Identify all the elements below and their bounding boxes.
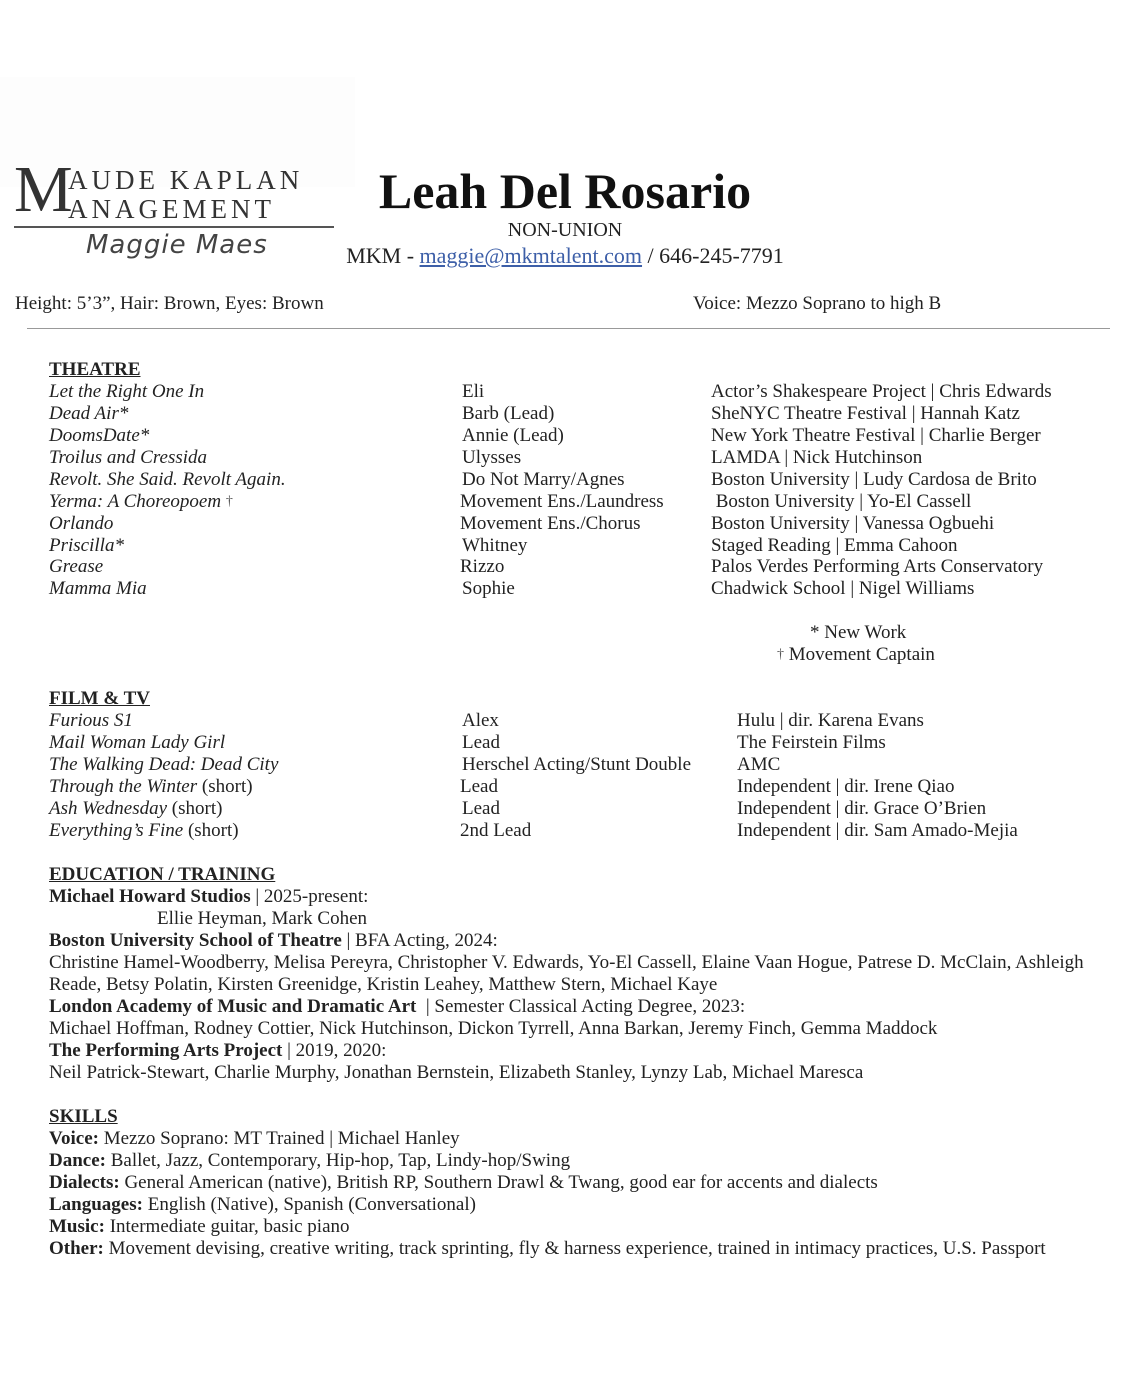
skill-label: Dance: [49, 1150, 106, 1171]
credit-company: Boston University | Vanessa Ogbuehi [711, 513, 995, 534]
logo-monogram: M [14, 153, 71, 226]
credit-role: Eli [462, 381, 485, 402]
film-credit-title [49, 776, 253, 798]
voice-range: Voice: Mezzo Soprano to high B [693, 293, 942, 314]
credit-title: Orlando [49, 513, 114, 534]
credit-role: Rizzo [460, 556, 505, 577]
credit-title: Revolt. She Said. Revolt Again. [49, 469, 286, 490]
film-credit-company: The Feirstein Films [737, 732, 886, 753]
email-link[interactable]: maggie@mkmtalent.com [419, 243, 643, 268]
credit-company: LAMDA | Nick Hutchinson [711, 447, 923, 468]
contact-phone: / 646-245-7791 [642, 243, 784, 268]
logo-line-1: AUDE KAPLAN [68, 165, 304, 195]
skill-label: Other: [49, 1238, 104, 1259]
school-teachers: Michael Hoffman, Rodney Cottier, Nick Hutchinson, Dickon Tyrrell, Anna Barkan, Jeremy Finch, Gemma Maddock [49, 1018, 938, 1039]
skill-line [49, 1172, 878, 1194]
film-tv-heading: FILM & TV [49, 688, 150, 709]
school-teachers: Neil Patrick-Stewart, Charlie Murphy, Jonathan Bernstein, Elizabeth Stanley, Lynzy Lab, Michael Maresca [49, 1062, 864, 1083]
school-detail: | 2025-present: [250, 886, 369, 907]
film-credit-company: Hulu | dir. Karena Evans [737, 710, 924, 731]
skill-value: Ballet, Jazz, Contemporary, Hip-hop, Tap, Lindy-hop/Swing [105, 1150, 571, 1171]
film-credit-title [49, 732, 225, 754]
film-title: The Walking Dead: Dead City [49, 754, 279, 775]
credit-role: Ulysses [462, 447, 522, 468]
movement-captain-note [777, 644, 935, 666]
skill-line [49, 1150, 570, 1172]
education-heading: EDUCATION / TRAINING [49, 864, 276, 885]
credit-role: Do Not Marry/Agnes [462, 469, 625, 490]
film-credit-company: Independent | dir. Irene Qiao [737, 776, 955, 797]
film-title: Furious S1 [49, 710, 133, 731]
credit-company: Chadwick School | Nigel Williams [711, 578, 975, 599]
school-name: London Academy of Music and Dramatic Art [49, 996, 417, 1017]
credit-company: Boston University | Ludy Cardosa de Brito [711, 469, 1037, 490]
dagger-mark: † [777, 647, 784, 662]
credit-title-wrap [49, 491, 233, 513]
skill-label: Music: [49, 1216, 105, 1237]
school-detail: | 2019, 2020: [282, 1040, 387, 1061]
credit-role: Whitney [462, 535, 528, 556]
film-title: Ash Wednesday [49, 798, 168, 819]
film-title-suffix: (short) [183, 820, 239, 841]
skill-label: Languages: [49, 1194, 143, 1215]
school-line [49, 886, 368, 908]
film-credit-role: Alex [462, 710, 499, 731]
film-credit-company: Independent | dir. Grace O’Brien [737, 798, 987, 819]
film-credit-title [49, 754, 278, 776]
skill-line [49, 1194, 476, 1216]
credit-title: Grease [49, 556, 104, 577]
skills-heading: SKILLS [49, 1106, 118, 1127]
film-credit-role: Lead [462, 732, 500, 753]
skill-line [49, 1216, 350, 1238]
school-teachers: Christine Hamel-Woodberry, Melisa Pereyra, Christopher V. Edwards, Yo-El Cassell, Elaine Vaan Hogue, Patrese D. McClain, Ashleigh [49, 952, 1084, 973]
skill-label: Voice: [49, 1128, 99, 1149]
skill-value: General American (native), British RP, Southern Drawl & Twang, good ear for accents and dialects [119, 1172, 878, 1193]
logo-agent-name: Maggie Maes [86, 230, 268, 260]
film-title: Mail Woman Lady Girl [49, 732, 226, 753]
credit-title: Dead Air* [49, 403, 129, 424]
credit-title: Mamma Mia [49, 578, 147, 599]
school-name: Michael Howard Studios [49, 886, 251, 907]
skill-value: English (Native), Spanish (Conversational) [142, 1194, 476, 1215]
film-title-suffix: (short) [167, 798, 223, 819]
new-work-note: * New Work [810, 622, 907, 643]
credit-company: Palos Verdes Performing Arts Conservatory [711, 556, 1044, 577]
school-detail: | BFA Acting, 2024: [341, 930, 498, 951]
contact-prefix: MKM - [346, 243, 420, 268]
credit-company: New York Theatre Festival | Charlie Berger [711, 425, 1041, 446]
school-line [49, 930, 498, 952]
skill-value: Intermediate guitar, basic piano [104, 1216, 350, 1237]
school-name: Boston University School of Theatre [49, 930, 342, 951]
credit-title: Yerma: A Choreopoem [49, 491, 222, 512]
theatre-heading: THEATRE [49, 359, 141, 380]
school-detail: | Semester Classical Acting Degree, 2023: [416, 996, 746, 1017]
film-credit-role: 2nd Lead [460, 820, 532, 841]
credit-role: Barb (Lead) [462, 403, 555, 424]
school-teachers: Reade, Betsy Polatin, Kirsten Greenidge, Kristin Leahey, Matthew Stern, Michael Kaye [49, 974, 718, 995]
skill-value: Movement devising, creative writing, track sprinting, fly & harness experience, trained in intimacy practices, U.S. Passport [103, 1238, 1046, 1259]
film-title: Through the Winter [49, 776, 198, 797]
film-credit-title [49, 710, 133, 732]
film-credit-company: Independent | dir. Sam Amado-Mejia [737, 820, 1018, 841]
film-credit-title [49, 798, 222, 820]
movement-captain-label: Movement Captain [788, 644, 935, 665]
school-name: The Performing Arts Project [49, 1040, 283, 1061]
credit-company: Actor’s Shakespeare Project | Chris Edwards [711, 381, 1052, 402]
credit-company: SheNYC Theatre Festival | Hannah Katz [711, 403, 1020, 424]
film-title-suffix: (short) [197, 776, 253, 797]
header-divider [27, 328, 1110, 329]
school-teachers: Ellie Heyman, Mark Cohen [157, 908, 368, 929]
physical-stats: Height: 5’3”, Hair: Brown, Eyes: Brown [15, 293, 324, 314]
credit-company: Boston University | Yo-El Cassell [711, 491, 972, 512]
credit-title: Priscilla* [49, 535, 124, 556]
school-line [49, 996, 745, 1018]
credit-title: Troilus and Cressida [49, 447, 208, 468]
skill-value: Mezzo Soprano: MT Trained | Michael Hanley [98, 1128, 460, 1149]
film-credit-role: Lead [460, 776, 498, 797]
credit-title: Let the Right One In [49, 381, 205, 402]
film-credit-role: Herschel Acting/Stunt Double [462, 754, 692, 775]
credit-role: Movement Ens./Laundress [460, 491, 664, 512]
skill-line [49, 1128, 460, 1150]
logo-line-2: ANAGEMENT [68, 194, 275, 224]
dagger-mark: † [225, 494, 233, 509]
skill-line [49, 1238, 1046, 1260]
school-line [49, 1040, 386, 1062]
credit-role: Sophie [462, 578, 515, 599]
credit-role: Annie (Lead) [462, 425, 564, 446]
film-credit-company: AMC [737, 754, 781, 775]
film-credit-title [49, 820, 239, 842]
credit-company: Staged Reading | Emma Cahoon [711, 535, 958, 556]
credit-role: Movement Ens./Chorus [460, 513, 641, 534]
film-title: Everything’s Fine [49, 820, 184, 841]
contact-line [0, 242, 1124, 270]
union-status: NON-UNION [507, 219, 623, 241]
film-credit-role: Lead [462, 798, 500, 819]
actor-name: Leah Del Rosario [378, 163, 752, 219]
skill-label: Dialects: [49, 1172, 120, 1193]
credit-title: DoomsDate* [49, 425, 150, 446]
